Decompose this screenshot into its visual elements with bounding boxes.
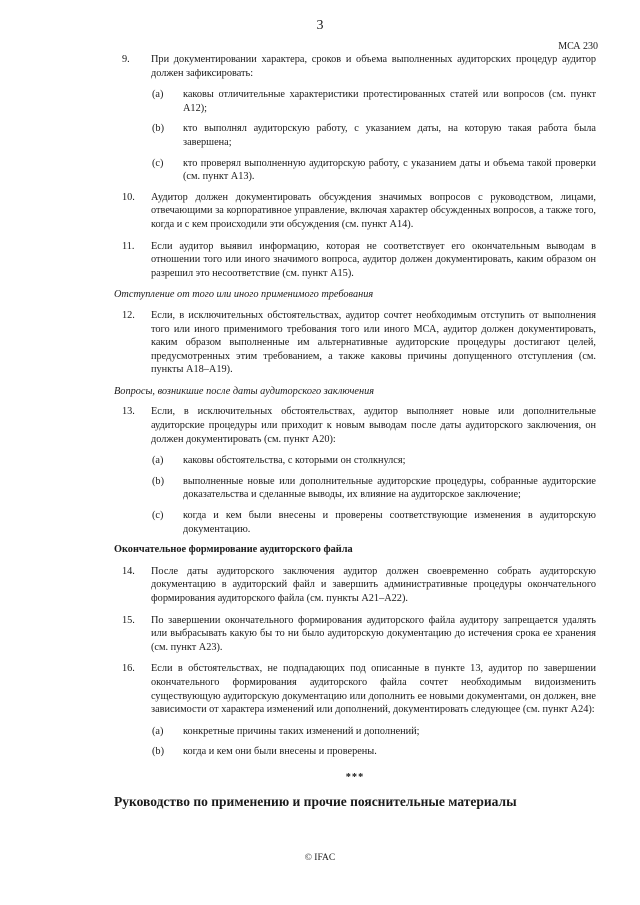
- paragraph-13-item-c: [114, 509, 596, 536]
- paragraph-16-item-b: [114, 745, 596, 759]
- paragraph-12: [114, 309, 596, 377]
- paragraph-13: [114, 405, 596, 446]
- paragraph-9-item-b: [114, 122, 596, 149]
- paragraph-text: Если аудитор выявил информацию, которая не соответствует его окончательным выводам в отношении того или иного значимого вопроса, аудитор должен документировать, каким образом он разрешил это несоответствие (см. пункт А15).: [151, 240, 596, 279]
- subheading-departure: Отступление от того или иного применимого требования: [114, 289, 374, 301]
- section-separator: ***: [345, 771, 365, 783]
- paragraph-10: [114, 191, 596, 232]
- page-number: 3: [316, 18, 324, 33]
- document-body: [114, 53, 596, 808]
- paragraph-14: [114, 565, 596, 606]
- item-text: когда и кем они были внесены и проверены.: [183, 746, 377, 758]
- paragraph-13-item-b: [114, 475, 596, 502]
- item-text: когда и кем были внесены и проверены соответствующие изменения в аудиторскую документацию.: [183, 510, 596, 535]
- item-label: (a): [152, 89, 164, 101]
- paragraph-text: При документировании характера, сроков и объема выполненных аудиторских процедур аудитор должен зафиксировать:: [151, 54, 596, 79]
- item-text: конкретные причины таких изменений и дополнений;: [183, 725, 420, 737]
- heading-final-assembly: Окончательное формирование аудиторского файла: [114, 544, 353, 556]
- paragraph-text: Аудитор должен документировать обсуждения значимых вопросов с руководством, лицами, отвечающими за корпоративное управление, включая характер обсужденных вопросов, а также того, когда и с кем происходили эти обсуждения (см. пункт А14).: [151, 191, 596, 230]
- standard-code: МСА 230: [558, 41, 598, 52]
- item-text: кто выполнял аудиторскую работу, с указанием даты, на которую такая работа была завершена;: [183, 123, 596, 148]
- item-label: (b): [152, 475, 165, 487]
- paragraph-text: После даты аудиторского заключения аудитор должен своевременно собрать аудиторскую документацию в аудиторский файл и завершить административные процедуры окончательного формирования аудиторского файла (см. пункты А21–А22).: [151, 565, 596, 604]
- paragraph-text: Если в обстоятельствах, не подпадающих под описанные в пункте 13, аудитор по завершении окончательного формирования аудиторского файла сочтет необходимым видоизменить существующую аудиторскую документацию или дополнить ее новыми документами, он должен, вне зависимости от характера изменений или дополнений, документировать следующее (см. пункт А24):: [151, 663, 596, 716]
- paragraph-13-item-a: [114, 454, 596, 468]
- section-title: Руководство по применению и прочие пояснительные материалы: [114, 793, 517, 809]
- copyright-footer: © IFAC: [304, 853, 336, 863]
- paragraph-number: 13.: [122, 406, 135, 418]
- item-text: выполненные новые или дополнительные аудиторские процедуры, собранные аудиторские доказательства и сделанные выводы, их влияние на аудиторское заключение;: [183, 475, 596, 501]
- item-text: кто проверял выполненную аудиторскую работу, с указанием даты и объема такой проверки (см. пункт А13).: [183, 157, 596, 183]
- paragraph-number: 16.: [122, 663, 135, 675]
- item-label: (c): [152, 157, 164, 169]
- paragraph-9-item-c: [114, 157, 596, 184]
- paragraph-number: 14.: [122, 565, 135, 577]
- paragraph-16: [114, 662, 596, 716]
- subheading-after-report-date: Вопросы, возникшие после даты аудиторского заключения: [114, 385, 375, 397]
- paragraph-16-item-a: [114, 725, 596, 739]
- item-text: каковы отличительные характеристики протестированных статей или вопросов (см. пункт А12);: [183, 89, 596, 114]
- item-label: (a): [152, 455, 164, 467]
- paragraph-text: Если, в исключительных обстоятельствах, аудитор выполняет новые или дополнительные аудиторские процедуры или приходит к новым выводам после даты аудиторского заключения, он должен документировать (см. пункт А20):: [151, 406, 596, 445]
- paragraph-number: 9.: [122, 54, 130, 65]
- paragraph-9: [114, 53, 596, 80]
- paragraph-number: 10.: [122, 191, 135, 203]
- paragraph-text: Если, в исключительных обстоятельствах, аудитор сочтет необходимым отступить от выполнения того или иного применимого требования того или иного МСА, аудитор должен документировать, каким образом выполненные им альтернативные аудиторские процедуры достигают целей, предусмотренных этим требованием, а также каковы причины допущенного отступления (см. пункты А18–А19).: [151, 309, 596, 376]
- item-label: (a): [152, 725, 164, 737]
- paragraph-15: [114, 614, 596, 655]
- paragraph-number: 15.: [122, 614, 135, 626]
- item-text: каковы обстоятельства, с которыми он столкнулся;: [183, 455, 406, 467]
- paragraph-9-item-a: [114, 88, 596, 115]
- paragraph-text: По завершении окончательного формирования аудиторского файла аудитору запрещается удалять или выбрасывать какую бы то ни было аудиторскую документацию до истечения срока ее хранения (см. пункт А23).: [151, 614, 596, 653]
- paragraph-number: 11.: [122, 240, 135, 252]
- paragraph-number: 12.: [122, 309, 135, 321]
- item-label: (c): [152, 510, 164, 522]
- paragraph-11: [114, 240, 596, 281]
- item-label: (b): [152, 123, 165, 135]
- item-label: (b): [152, 746, 165, 758]
